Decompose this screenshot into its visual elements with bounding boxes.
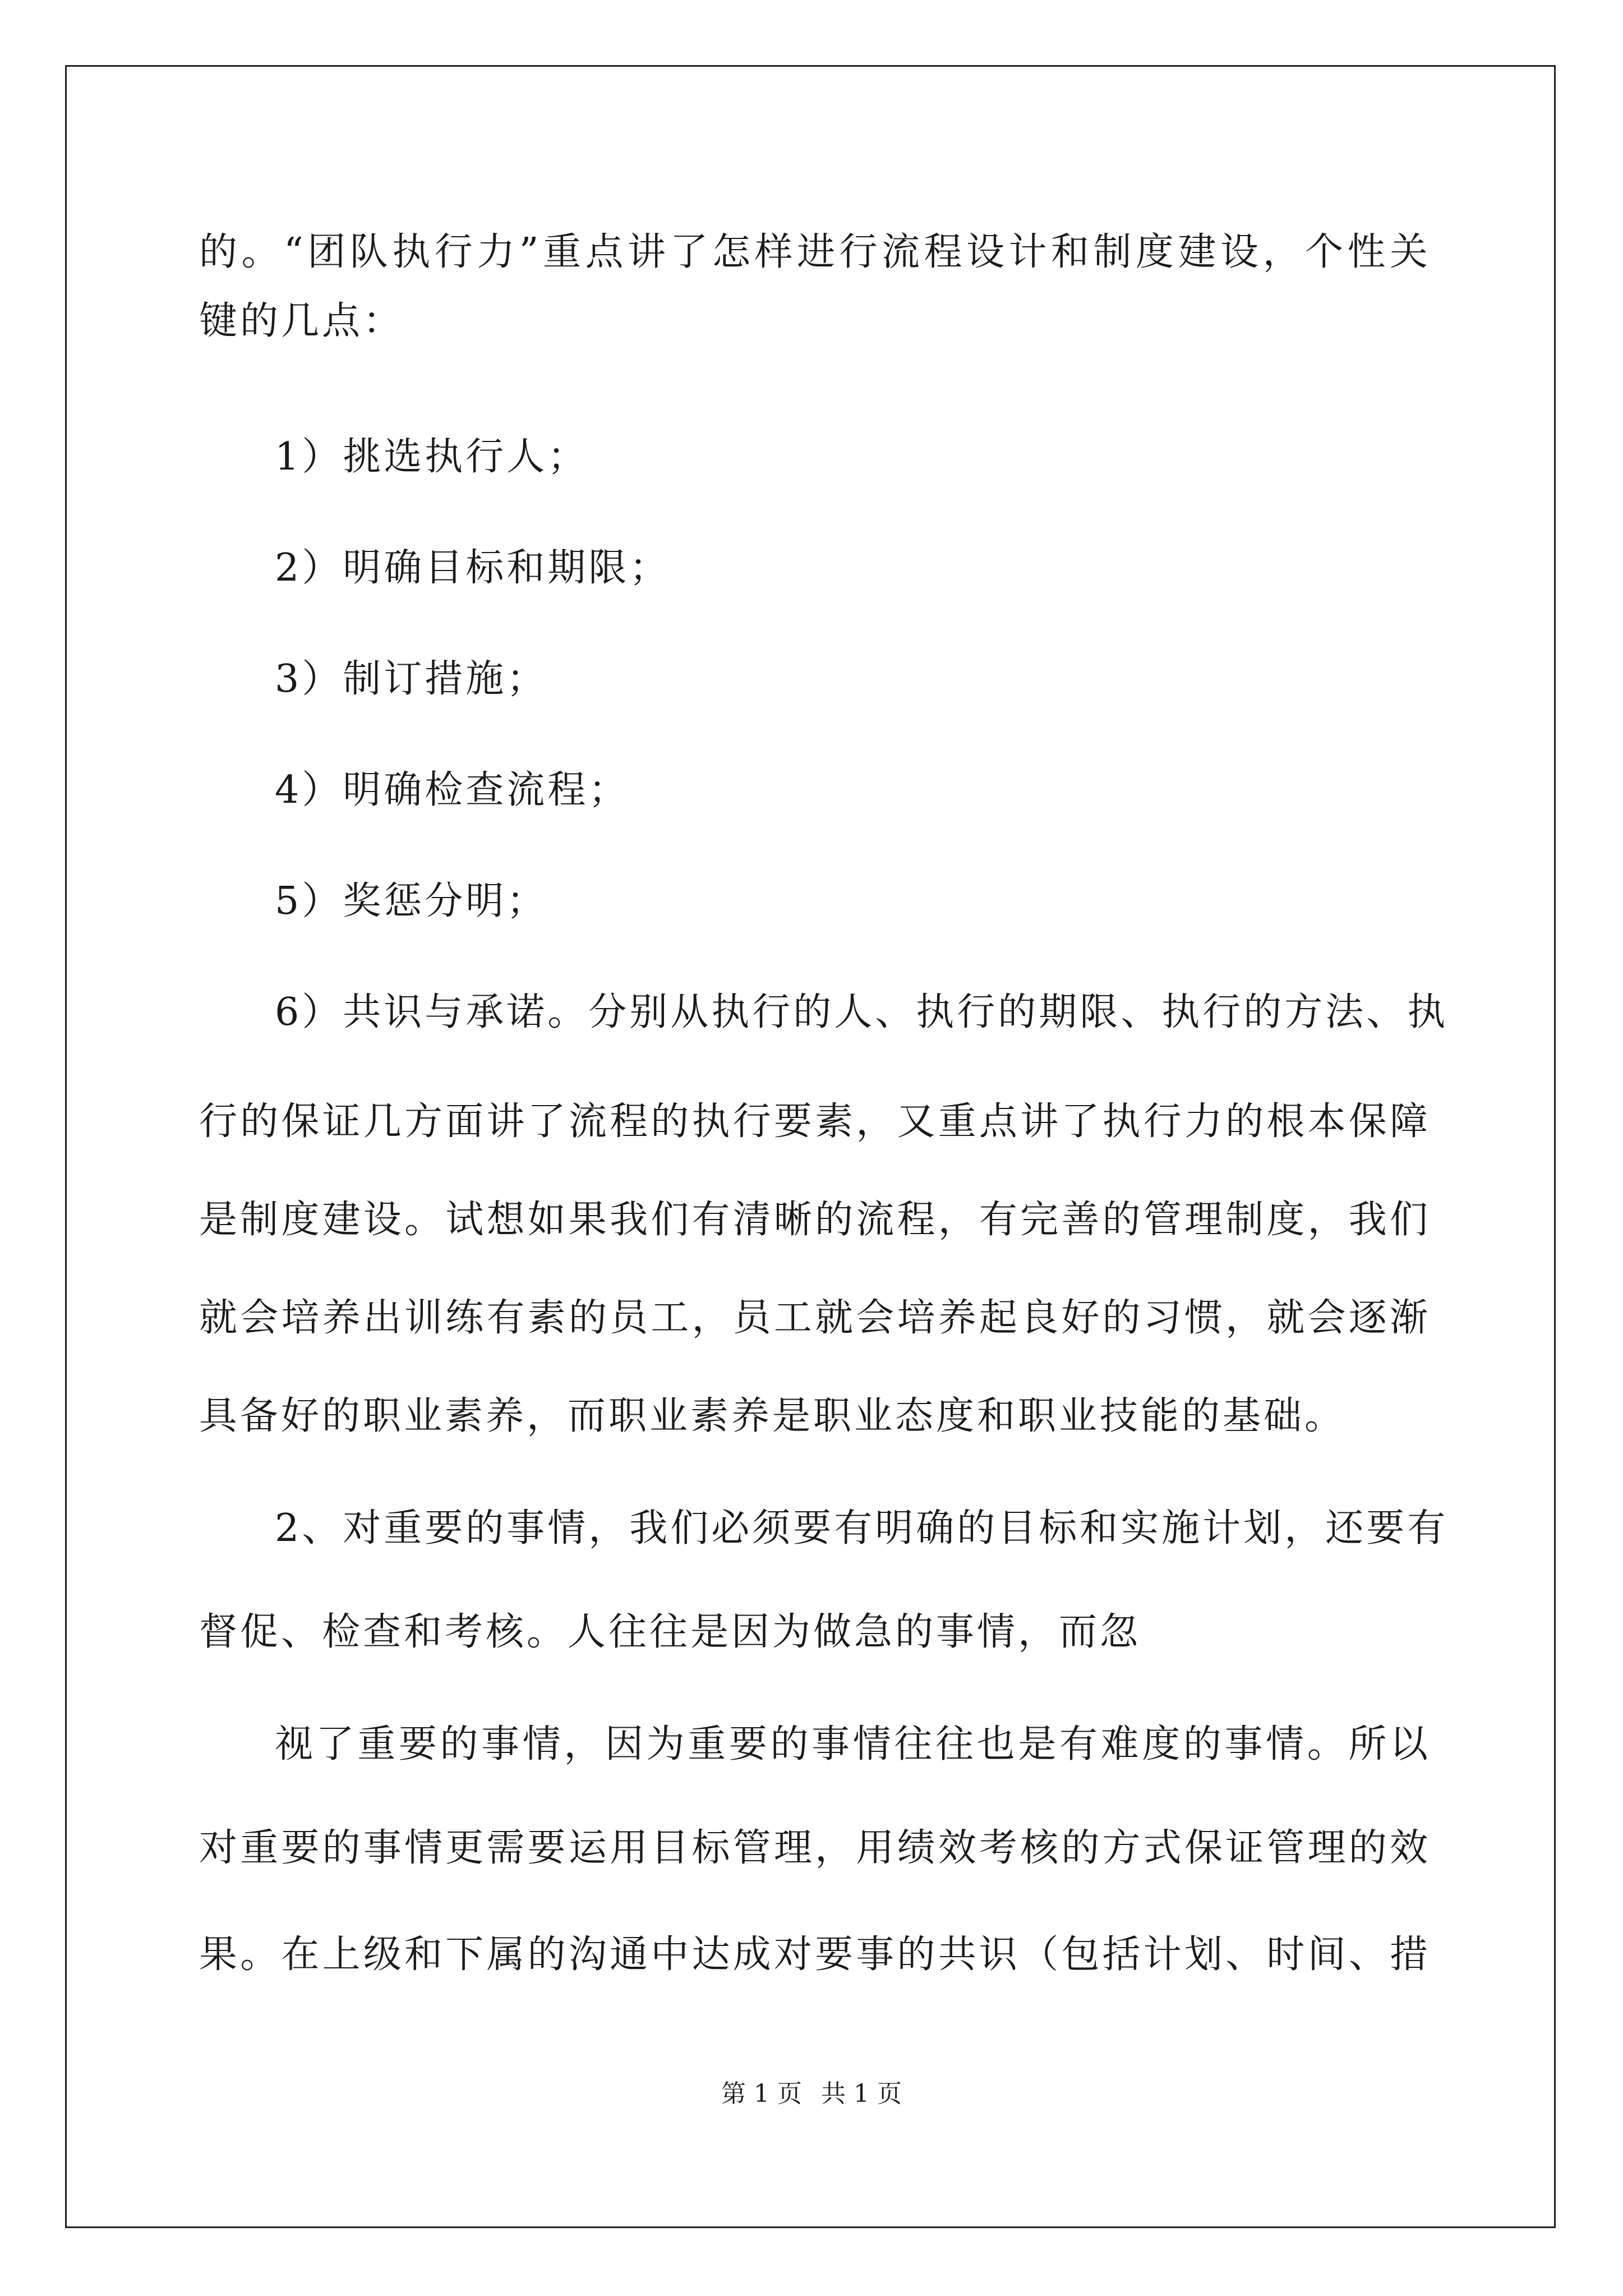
page-footer [0, 2077, 1623, 2111]
paragraph-line: 具备好的职业素养，而职业素养是职业态度和职业技能的基础。 [199, 1394, 1346, 1438]
paragraph-line: 2、对重要的事情，我们必须要有明确的目标和实施计划，还要有 [275, 1506, 1449, 1550]
paragraph-line: 的。“团队执行力”重点讲了怎样进行流程设计和制度建设，个性关 [199, 230, 1431, 274]
paragraph-line: 就会培养出训练有素的员工，员工就会培养起良好的习惯，就会逐渐 [199, 1296, 1431, 1340]
page-number-current: 第 1 页 [721, 2079, 802, 2108]
paragraph-line: 果。在上级和下属的沟通中达成对要事的共识（包括计划、时间、措 [199, 1932, 1431, 1977]
paragraph-line: 行的保证几方面讲了流程的执行要素，又重点讲了执行力的根本保障 [199, 1099, 1431, 1144]
paragraph-line: 键的几点： [199, 299, 404, 343]
list-item: 4）明确检查流程； [275, 768, 630, 812]
list-item: 1）挑选执行人； [275, 435, 589, 479]
list-item: 6）共识与承诺。分别从执行的人、执行的期限、执行的方法、执 [275, 990, 1449, 1034]
page-number-total: 共 1 页 [821, 2079, 902, 2108]
paragraph-line: 对重要的事情更需要运用目标管理，用绩效考核的方式保证管理的效 [199, 1826, 1431, 1870]
list-item: 2）明确目标和期限； [275, 546, 671, 590]
list-item: 5）奖惩分明； [275, 879, 548, 923]
paragraph-line: 视了重要的事情，因为重要的事情往往也是有难度的事情。所以 [275, 1722, 1431, 1766]
list-item: 3）制订措施； [275, 657, 548, 701]
paragraph-line: 督促、检查和考核。人往往是因为做急的事情，而忽 [199, 1610, 1141, 1654]
paragraph-line: 是制度建设。试想如果我们有清晰的流程，有完善的管理制度，我们 [199, 1198, 1431, 1242]
